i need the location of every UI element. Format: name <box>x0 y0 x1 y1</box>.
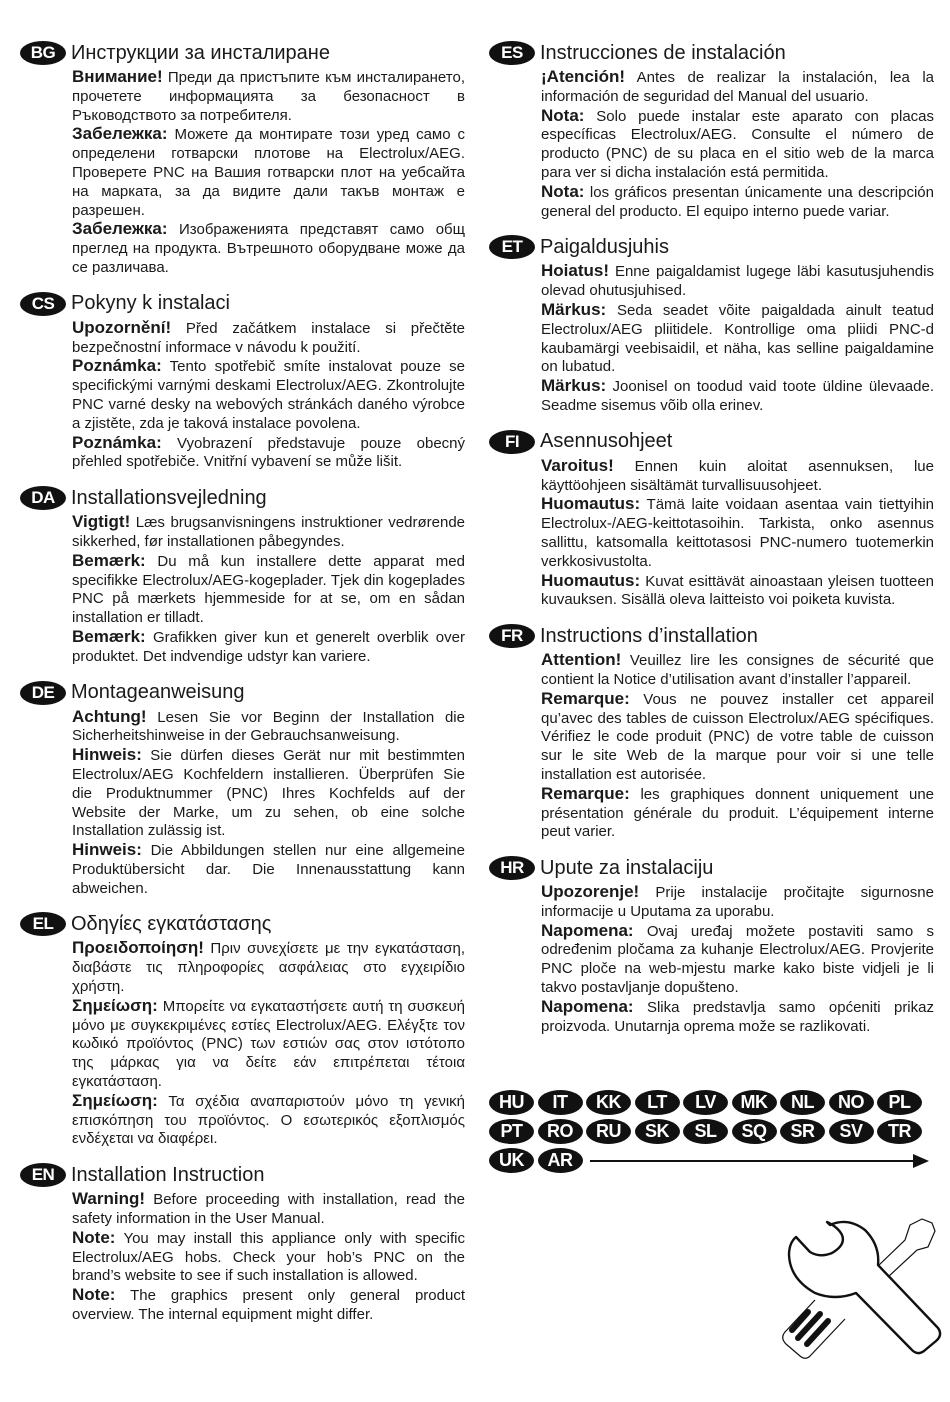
paragraph <box>541 651 934 690</box>
paragraph-text: Antes de realizar la instalación, lea la información de seguridad del Manual del usuario. <box>541 69 934 105</box>
paragraph <box>72 841 465 898</box>
paragraph-lead: Upozorenje! <box>541 882 640 902</box>
paragraph <box>72 357 465 433</box>
language-badge: NL <box>780 1090 825 1115</box>
paragraph-lead: Σημείωση: <box>72 1090 158 1110</box>
paragraph-text: Преди да пристъпите към инсталирането, прочетете информацията за безопасност в Ръководството за потребителя. <box>72 69 465 124</box>
paragraph <box>541 922 934 998</box>
paragraph-lead: Poznámka: <box>72 432 162 452</box>
section-title: Installationsvejledning <box>71 486 267 509</box>
section-title: Upute za instalaciju <box>540 856 714 879</box>
paragraph-lead: Bemærk: <box>72 626 146 646</box>
section-es <box>489 40 934 221</box>
paragraph <box>541 998 934 1037</box>
language-badge: PT <box>489 1119 534 1144</box>
paragraph <box>72 1190 465 1229</box>
wrench-screwdriver-icon <box>760 1195 950 1370</box>
language-badge: ES <box>489 41 535 65</box>
language-badge: HU <box>489 1090 534 1115</box>
language-badge: EN <box>20 1163 66 1187</box>
section-title: Инструкции за инсталиране <box>71 41 330 64</box>
section-title: Pokyny k instalaci <box>71 292 230 315</box>
language-badge: RO <box>538 1119 583 1144</box>
paragraph-lead: Attention! <box>541 650 622 670</box>
paragraph <box>541 301 934 377</box>
paragraph-text: Kuvat esittävät ainoastaan yleisen tuotteen kuvauksen. Sisällä oleva laitteisto voi poiketa kuvista. <box>541 572 934 609</box>
section-title: Asennusohjeet <box>540 430 673 453</box>
paragraph <box>541 495 934 571</box>
paragraph <box>72 434 465 473</box>
paragraph-lead: Varoitus! <box>541 455 614 475</box>
paragraph-lead: Upozornění! <box>72 317 172 337</box>
paragraph-text: Lesen Sie vor Beginn der Installation die Sicherheitshinweise in der Gebrauchsanweisung. <box>72 708 465 745</box>
paragraph-text: Die Abbildungen stellen nur eine allgemeine Produktübersicht dar. Die Innenausstattung kann abweichen. <box>72 842 465 897</box>
paragraph-text: Před začátkem instalace si přečtěte bezpečnostní informace v návodu k použití. <box>72 319 465 356</box>
right-column <box>489 40 934 1049</box>
language-row <box>489 1088 929 1117</box>
language-badge: LT <box>635 1090 680 1115</box>
language-badge: IT <box>538 1090 583 1115</box>
paragraph <box>541 883 934 922</box>
language-badge: NO <box>829 1090 874 1115</box>
paragraph-lead: Warning! <box>72 1189 146 1209</box>
section-title: Instrucciones de instalación <box>540 41 786 64</box>
paragraph <box>72 628 465 667</box>
paragraph-lead: Märkus: <box>541 299 607 319</box>
paragraph <box>541 377 934 416</box>
paragraph-text: Before proceeding with installation, read the safety information in the User Manual. <box>72 1191 465 1228</box>
paragraph-lead: Hinweis: <box>72 745 142 765</box>
paragraph-lead: Забележка: <box>72 124 168 144</box>
paragraph-lead: Poznámka: <box>72 356 162 376</box>
paragraph <box>72 68 465 125</box>
paragraph <box>541 457 934 496</box>
section-da <box>20 485 465 666</box>
language-badge: EL <box>20 912 66 936</box>
paragraph-lead: Remarque: <box>541 783 630 803</box>
paragraph-text: Vyobrazení představuje pouze obecný přehled spotřebiče. Vnitřní vybavení se může lišit. <box>72 434 465 471</box>
arrow-right-icon <box>590 1160 915 1162</box>
paragraph-lead: Nota: <box>541 105 585 125</box>
language-badge: LV <box>683 1090 728 1115</box>
language-badge: ET <box>489 235 535 259</box>
paragraph <box>541 107 934 183</box>
left-column <box>20 40 465 1338</box>
paragraph-text: Vous ne pouvez installer cet appareil qu’avec des tables de cuisson Electrolux/AEG spécifiques. Vérifiez le code produit (PNC) de votre table de cuisson sur le site Web de la marque pour voir si une telle installation est autorisée. <box>541 690 934 783</box>
section-fi <box>489 429 934 610</box>
paragraph-text: Ovaj uređaj možete postaviti samo s određenim pločama za kuhanje Electrolux/AEG. Provjerite PNC ploče na web-mjestu marke kako biste vidjeli je li takvo postavljanje dopušteno. <box>541 922 934 997</box>
paragraph <box>541 785 934 842</box>
paragraph-text: Tento spotřebič smíte instalovat pouze se specifickými varnými deskami Electrolux/AEG. Zkontrolujte PNC varné desky na webových stránkách daného výrobce a zjistěte, zda je taková instalace povolena. <box>72 358 465 432</box>
section-cs <box>20 291 465 472</box>
language-badge: SK <box>635 1119 680 1144</box>
paragraph <box>72 220 465 277</box>
section-hr <box>489 855 934 1036</box>
paragraph-text: Seda seadet võite paigaldada ainult teatud Electrolux/AEG pliitidele. Kontrollige oma pliidi PNC-d kaubamärgi veebisaidil, et näha, kas selline paigaldamine on lubatud. <box>541 301 934 376</box>
paragraph-text: Sie dürfen dieses Gerät nur mit bestimmten Electrolux/AEG Kochfeldern installieren. Überprüfen Sie die Produktnummer (PNC) Ihres Kochfelds auf der Website der Marke, um zu sehen, ob eine solche Installation zulässig ist. <box>72 747 465 840</box>
paragraph-text: los gráficos presentan únicamente una descripción general del producto. El equipo interno puede variar. <box>541 183 934 220</box>
paragraph-lead: Note: <box>72 1285 116 1305</box>
paragraph <box>72 939 465 996</box>
language-badge: DA <box>20 486 66 510</box>
paragraph-text: Τα σχέδια αναπαριστούν μόνο τη γενική επισκόπηση του προϊόντος. Ο εσωτερικός εξοπλισμός ενδέχεται να διαφέρει. <box>72 1092 465 1148</box>
paragraph-lead: Забележка: <box>72 219 168 239</box>
paragraph-text: Πριν συνεχίσετε με την εγκατάσταση, διαβάστε τις πληροφορίες ασφάλειας στο εγχειρίδιο χρήστη. <box>72 940 465 996</box>
language-badge: UK <box>489 1148 534 1173</box>
language-badge: RU <box>586 1119 631 1144</box>
paragraph-text: les graphiques donnent uniquement une présentation générale du produit. L’équipement interne peut varier. <box>541 785 934 841</box>
language-badge: SV <box>829 1119 874 1144</box>
paragraph-lead: Nota: <box>541 181 585 201</box>
paragraph-lead: Note: <box>72 1227 116 1247</box>
language-badge: FI <box>489 430 535 454</box>
section-title: Montageanweisung <box>71 681 245 704</box>
paragraph-lead: Προειδοποίηση! <box>72 938 204 958</box>
language-badge: PL <box>877 1090 922 1115</box>
language-badge: DE <box>20 681 66 705</box>
language-badge: AR <box>538 1148 583 1173</box>
paragraph <box>72 1092 465 1149</box>
paragraph <box>72 1286 465 1325</box>
paragraph-lead: Achtung! <box>72 706 147 726</box>
paragraph <box>72 319 465 358</box>
language-badge: SL <box>683 1119 728 1144</box>
section-bg <box>20 40 465 278</box>
paragraph-lead: Hoiatus! <box>541 261 609 281</box>
section-title: Instructions d’installation <box>540 624 758 647</box>
paragraph <box>72 1229 465 1286</box>
paragraph-text: Du må kun installere dette apparat med specifikke Electrolux/AEG-kogeplader. Tjek din kogeplades PNC på mærkets hjemmeside for at se, om en sådan installation er tilladt. <box>72 552 465 627</box>
paragraph <box>541 262 934 301</box>
paragraph-text: Læs brugsanvisningens instruktioner vedrørende sikkerhed, før installationen påbegyndes. <box>72 514 465 550</box>
paragraph-text: Изображенията представят само общ преглед на продукта. Вътрешното оборудване може да се различава. <box>72 221 465 276</box>
paragraph-text: Tämä laite voidaan asentaa vain tiettyihin Electrolux-/AEG-keittotasoihin. Tarkista, onko asennus sallittu, katsomalla keittotasosi PNC-numero tuotemerkin verkkosivustolta. <box>541 496 934 570</box>
section-el <box>20 911 465 1149</box>
paragraph-lead: Huomautus: <box>541 494 641 514</box>
paragraph <box>541 690 934 785</box>
paragraph-lead: ¡Atención! <box>541 67 626 86</box>
paragraph-lead: Bemærk: <box>72 550 146 570</box>
language-badge: HR <box>489 856 535 880</box>
paragraph-text: Veuillez lire les consignes de sécurité que contient la Notice d’utilisation avant d’installer l’appareil. <box>541 652 934 688</box>
paragraph-text: Prije instalacije pročitajte sigurnosne informacije u Uputama za uporabu. <box>541 884 934 920</box>
section-title: Οδηγίες εγκατάστασης <box>71 912 272 935</box>
paragraph-lead: Внимание! <box>72 67 163 86</box>
paragraph <box>72 513 465 552</box>
paragraph-text: Grafikken giver kun et generelt overblik over produktet. Det indvendige udstyr kan variere. <box>72 628 465 665</box>
paragraph-lead: Σημείωση: <box>72 995 158 1015</box>
paragraph <box>72 552 465 628</box>
paragraph <box>541 183 934 222</box>
paragraph-text: Joonisel on toodud vaid toote üldine ülevaade. Seadme sisemus võib olla erinev. <box>541 378 934 414</box>
paragraph <box>72 997 465 1092</box>
paragraph <box>72 746 465 841</box>
language-badge: SR <box>780 1119 825 1144</box>
paragraph-text: You may install this appliance only with specific Electrolux/AEG hobs. Check your hob’s PNC on the brand’s website to see if such installation is allowed. <box>72 1229 465 1285</box>
section-title: Installation Instruction <box>71 1163 265 1186</box>
section-title: Paigaldusjuhis <box>540 235 669 258</box>
paragraph-text: Μπορείτε να εγκαταστήσετε αυτή τη συσκευή μόνο με συγκεκριμένες εστίες Electrolux/AEG. Ελέγξτε τον κωδικό προϊόντος (PNC) των εστιών σας στον ιστότοπο της μάρκας για να δείτε εάν επιτρέπεται τέτοια εγκατάσταση. <box>72 997 465 1091</box>
paragraph-text: Solo puede instalar este aparato con placas específicas Electrolux/AEG. Consulte el número de producto (PNC) de su placa en el sitio web de la marca para ver si dicha instalación está permitida. <box>541 107 934 181</box>
paragraph-lead: Napomena: <box>541 996 634 1016</box>
paragraph <box>541 68 934 107</box>
paragraph-text: Можете да монтирате този уред само с определени готварски плотове на Electrolux/AEG. Проверете PNC на Вашия готварски плот на уебсайта на марката, за да видите дали такъв монтаж е разрешен. <box>72 126 465 219</box>
paragraph <box>72 708 465 747</box>
section-de <box>20 680 465 899</box>
section-et <box>489 234 934 415</box>
language-badge: TR <box>877 1119 922 1144</box>
paragraph-lead: Märkus: <box>541 376 607 396</box>
section-en <box>20 1162 465 1325</box>
language-badge: KK <box>586 1090 631 1115</box>
language-badge: FR <box>489 624 535 648</box>
paragraph-lead: Huomautus: <box>541 570 641 590</box>
paragraph <box>541 572 934 611</box>
language-row <box>489 1117 929 1146</box>
paragraph-lead: Hinweis: <box>72 840 142 860</box>
language-row <box>489 1146 929 1175</box>
paragraph-lead: Napomena: <box>541 920 634 940</box>
other-languages-grid <box>489 1088 929 1175</box>
paragraph-text: Enne paigaldamist lugege läbi kasutusjuhendis olevad ohutusjuhised. <box>541 263 934 300</box>
paragraph-lead: Vigtigt! <box>72 512 131 532</box>
section-fr <box>489 623 934 842</box>
paragraph-text: Slika predstavlja samo općeniti prikaz proizvoda. Unutarnja oprema može se razlikovati. <box>541 998 934 1035</box>
paragraph-text: The graphics present only general product overview. The internal equipment might differ. <box>72 1287 465 1324</box>
paragraph-text: Ennen kuin aloitat asennuksen, lue käyttöohjeen sisältämät turvallisuusohjeet. <box>541 457 934 494</box>
language-badge: SQ <box>732 1119 777 1144</box>
language-badge: MK <box>732 1090 777 1115</box>
paragraph <box>72 125 465 220</box>
language-badge: BG <box>20 41 66 65</box>
language-badge: CS <box>20 292 66 316</box>
paragraph-lead: Remarque: <box>541 688 630 708</box>
